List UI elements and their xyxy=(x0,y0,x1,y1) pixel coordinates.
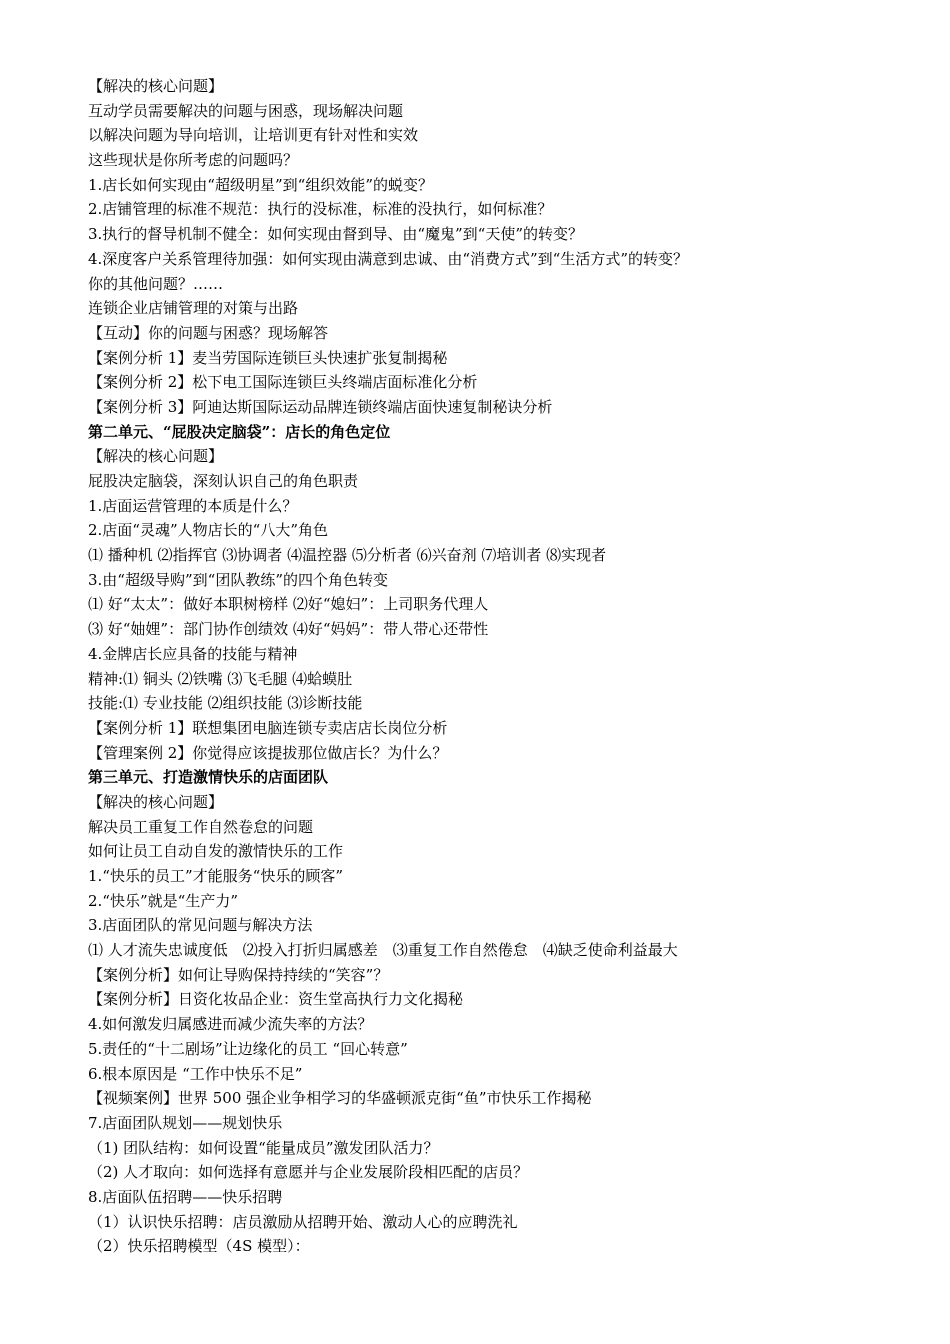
text-line: 4.金牌店长应具备的技能与精神 xyxy=(88,644,298,663)
text-line: 精神:⑴ 铜头 ⑵铁嘴 ⑶飞毛腿 ⑷蛤蟆肚 xyxy=(88,669,353,688)
text-line: （1）认识快乐招聘：店员激励从招聘开始、激动人心的应聘洗礼 xyxy=(88,1212,518,1231)
text-line: 以解决问题为导向培训，让培训更有针对性和实效 xyxy=(88,126,419,145)
text-line: （2）快乐招聘模型（4S 模型）： xyxy=(88,1237,310,1256)
text-line: 【解决的核心问题】 xyxy=(88,447,224,466)
text-line: 【解决的核心问题】 xyxy=(88,77,224,95)
text-line: 技能:⑴ 专业技能 ⑵组织技能 ⑶诊断技能 xyxy=(88,694,363,713)
text-line: ⑴ 好“太太”：做好本职树榜样 ⑵好“媳妇”：上司职务代理人 xyxy=(88,595,489,614)
text-line: 3.执行的督导机制不健全：如何实现由督到导、由“魔鬼”到“天使”的转变？ xyxy=(88,225,583,244)
text-line: 【案例分析】日资化妆品企业：资生堂高执行力文化揭秘 xyxy=(88,990,464,1009)
section-heading: 第二单元、“屁股决定脑袋”：店长的角色定位 xyxy=(88,422,391,441)
text-line: 屁股决定脑袋，深刻认识自己的角色职责 xyxy=(88,472,359,490)
text-line: 2.店面“灵魂”人物店长的“八大”角色 xyxy=(88,521,328,540)
text-line: ⑶ 好“妯娌”：部门协作创绩效 ⑷好“妈妈”：带人带心还带性 xyxy=(88,620,489,639)
text-line: 5.责任的“十二剧场”让边缘化的员工 “回心转意” xyxy=(88,1039,408,1058)
text-line: （2) 人才取向：如何选择有意愿并与企业发展阶段相匹配的店员？ xyxy=(88,1163,529,1182)
text-line: 6.根本原因是 “工作中快乐不足” xyxy=(88,1064,303,1083)
text-line: ⑴ 播种机 ⑵指挥官 ⑶协调者 ⑷温控器 ⑸分析者 ⑹兴奋剂 ⑺培训者 ⑻实现者 xyxy=(88,546,607,565)
text-line: 1.“快乐的员工”才能服务“快乐的顾客” xyxy=(88,867,343,885)
text-line: 【案例分析 2】松下电工国际连锁巨头终端店面标准化分析 xyxy=(88,373,478,392)
text-line: 【案例分析 1】联想集团电脑连锁专卖店店长岗位分析 xyxy=(88,718,448,737)
text-line: 1.店长如何实现由“超级明星”到“组织效能”的蜕变？ xyxy=(88,175,433,194)
text-line: 【互动】你的问题与困惑？现场解答 xyxy=(88,323,329,342)
text-line: 7.店面团队规划——规划快乐 xyxy=(88,1113,283,1132)
text-line: 【案例分析】如何让导购保持持续的“笑容”？ xyxy=(88,965,389,984)
text-line: 连锁企业店铺管理的对策与出路 xyxy=(88,299,299,318)
text-line: 【视频案例】世界 500 强企业争相学习的华盛顿派克街“鱼”市快乐工作揭秘 xyxy=(88,1089,592,1108)
text-line: （1) 团队结构：如何设置“能量成员”激发团队活力？ xyxy=(88,1138,439,1157)
text-line: 解决员工重复工作自然卷怠的问题 xyxy=(88,817,314,836)
text-line: 你的其他问题？…… xyxy=(88,274,224,293)
text-line: 8.店面队伍招聘——快乐招聘 xyxy=(88,1187,283,1206)
text-line: 如何让员工自动自发的激情快乐的工作 xyxy=(88,842,344,861)
text-line: 互动学员需要解决的问题与困惑，现场解决问题 xyxy=(88,101,404,120)
text-line: 3.店面团队的常见问题与解决方法 xyxy=(88,916,313,935)
text-line: 1.店面运营管理的本质是什么？ xyxy=(88,496,298,515)
text-line: 2.店铺管理的标准不规范：执行的没标准，标准的没执行，如何标准？ xyxy=(88,200,553,219)
text-line: ⑴ 人才流失忠诚度低 ⑵投入打折归属感差 ⑶重复工作自然倦怠 ⑷缺乏使命利益最大 xyxy=(88,941,678,960)
section-heading: 第三单元、打造激情快乐的店面团队 xyxy=(88,768,329,787)
text-line: 4.如何激发归属感进而减少流失率的方法？ xyxy=(88,1015,373,1034)
text-line: 【管理案例 2】你觉得应该提拔那位做店长？为什么？ xyxy=(88,743,448,762)
text-line: 4.深度客户关系管理待加强：如何实现由满意到忠诚、由“消费方式”到“生活方式”的转变？ xyxy=(88,249,688,268)
text-line: 3.由“超级导购”到“团队教练”的四个角色转变 xyxy=(88,570,388,589)
text-line: 【解决的核心问题】 xyxy=(88,792,224,811)
text-line: 这些现状是你所考虑的问题吗？ xyxy=(88,151,299,170)
text-line: 【案例分析 3】阿迪达斯国际运动品牌连锁终端店面快速复制秘诀分析 xyxy=(88,397,553,416)
text-line: 【案例分析 1】麦当劳国际连锁巨头快速扩张复制揭秘 xyxy=(88,348,448,367)
text-line: 2.“快乐”就是“生产力” xyxy=(88,891,238,910)
document-body xyxy=(88,74,888,1259)
